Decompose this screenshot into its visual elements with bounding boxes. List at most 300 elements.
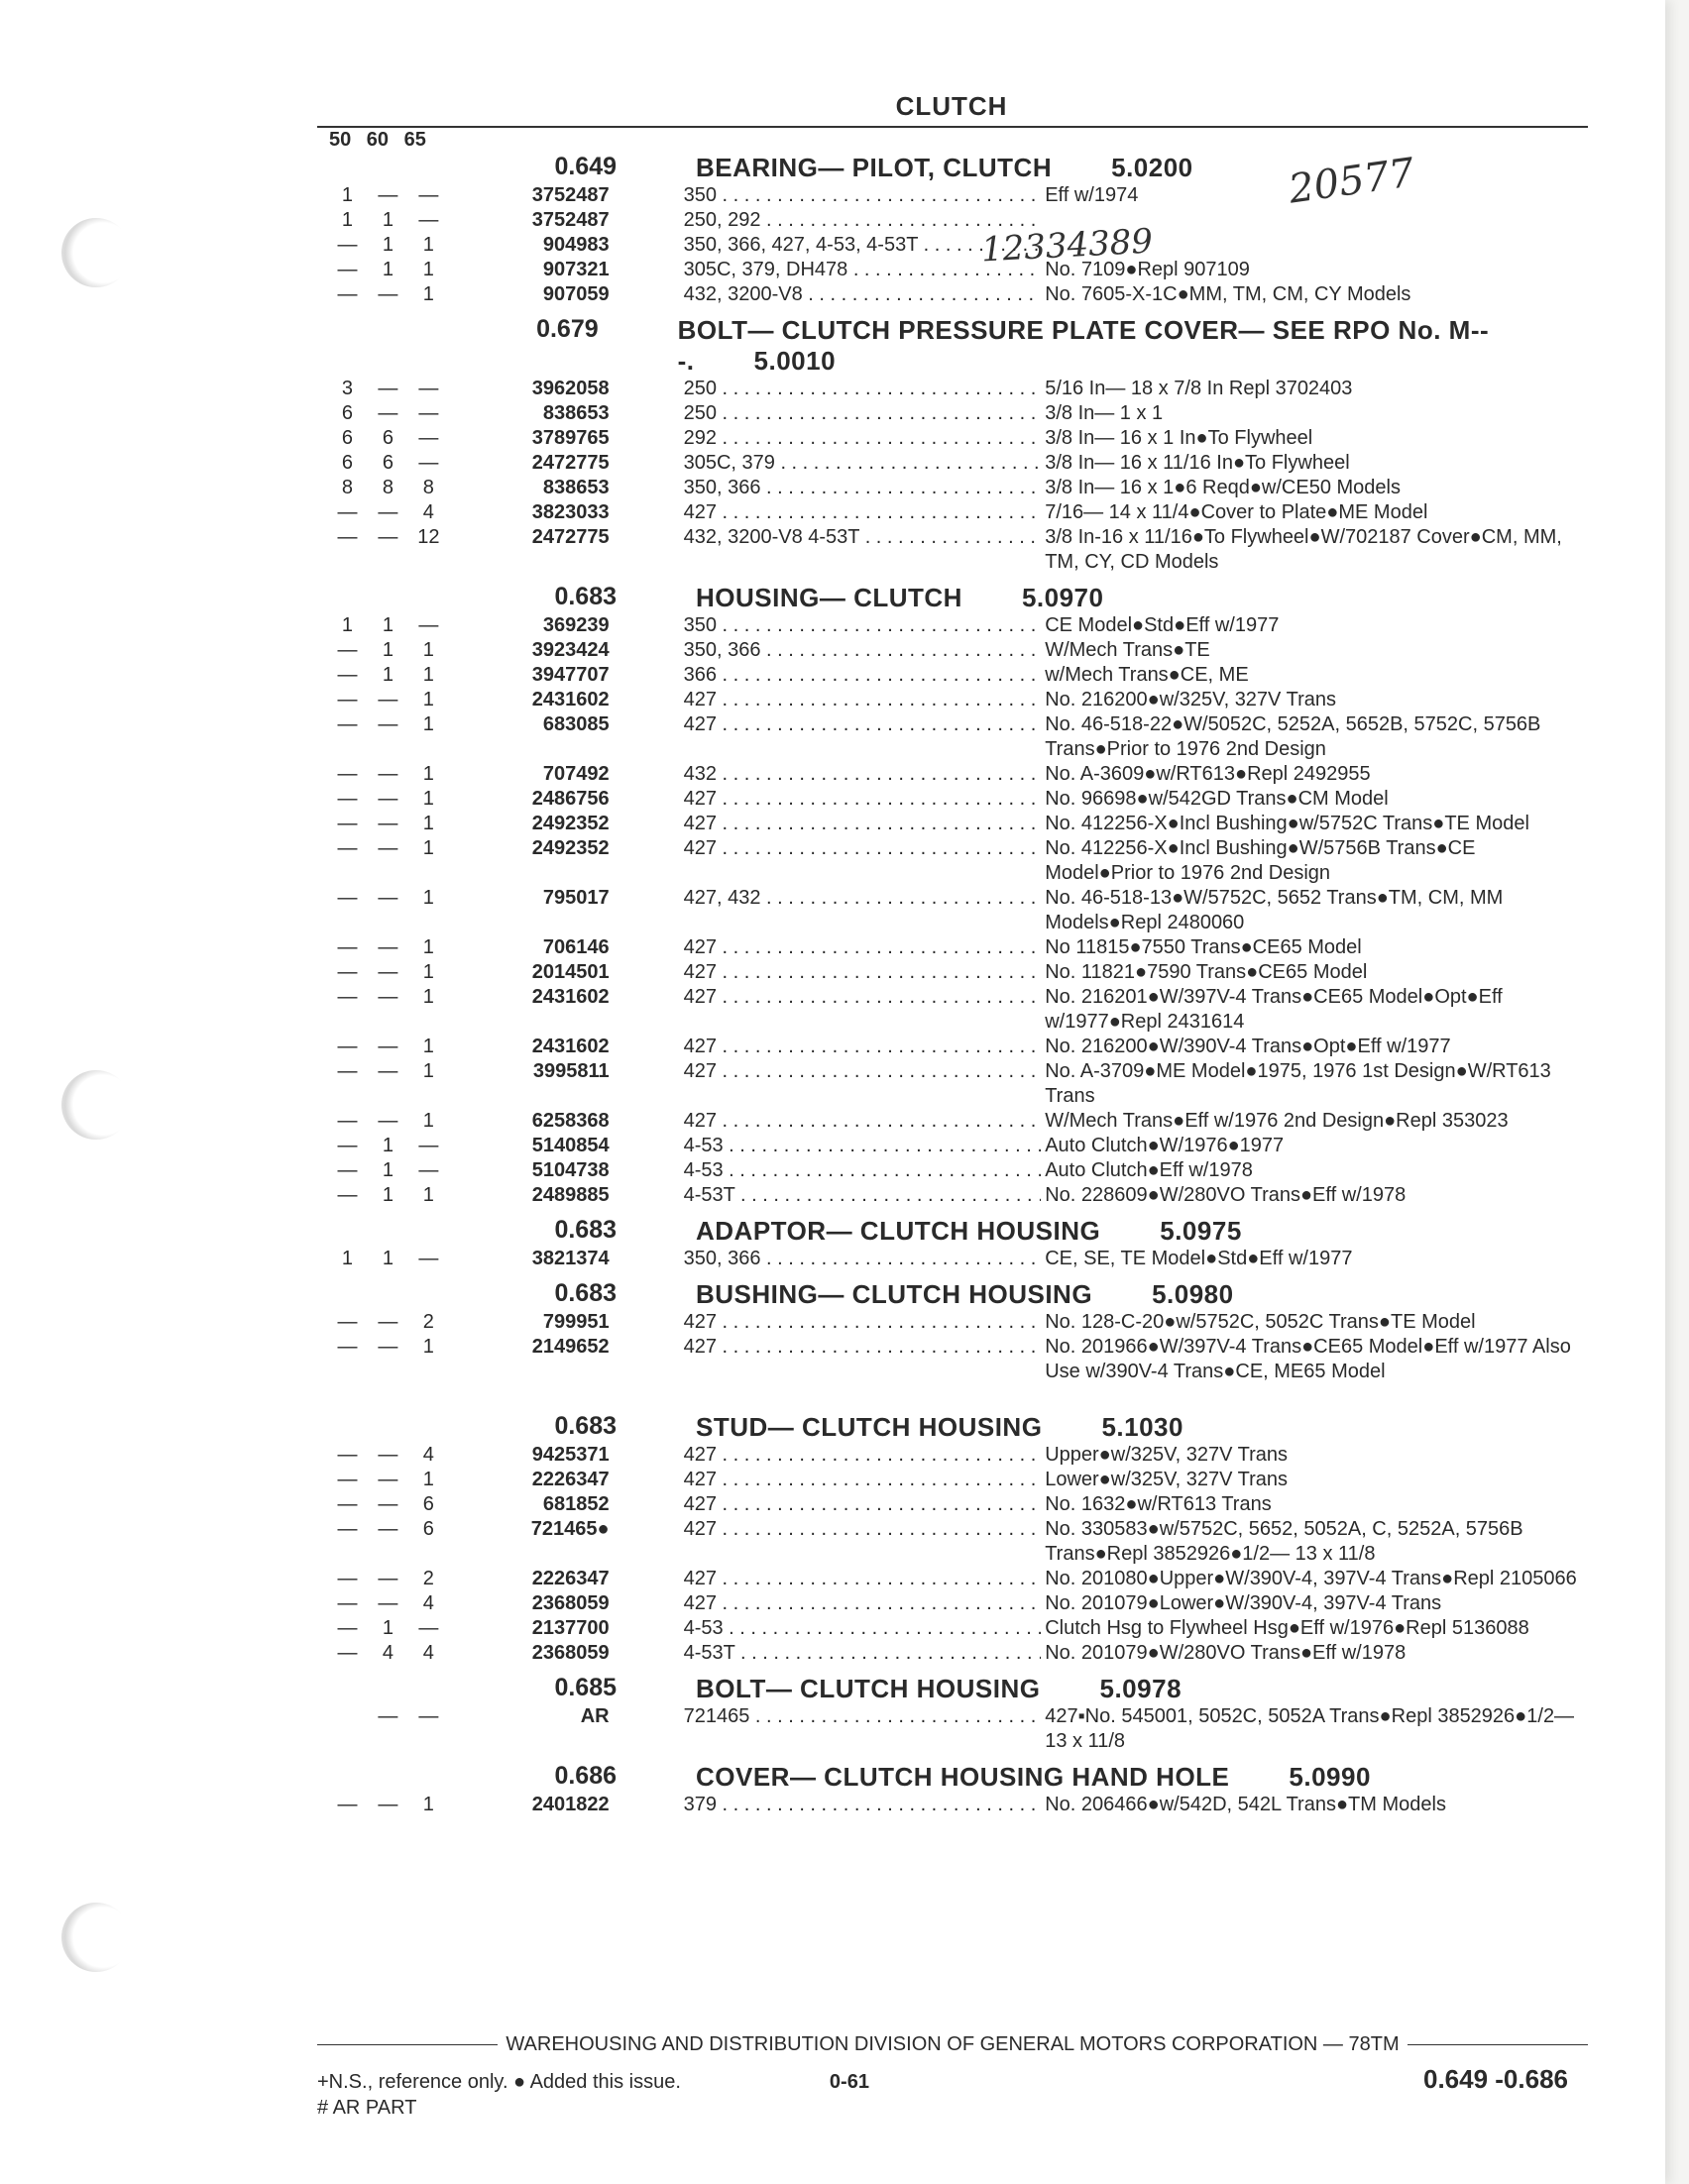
application: 427 . . . — [684, 960, 1042, 985]
description: No. 128-C-20●w/5752C, 5052C Trans●TE Model — [1045, 1311, 1476, 1333]
section-header — [327, 583, 1586, 613]
qty-65: 1 — [422, 986, 434, 1008]
qty-65: 1 — [422, 961, 434, 983]
part-number: 369239 — [542, 614, 610, 636]
part-number: 2226347 — [531, 1568, 610, 1589]
section-ref: 5.0970 — [1021, 583, 1104, 612]
table-row — [327, 985, 1586, 1035]
application: 427 . . . — [684, 812, 1042, 836]
qty-50: 6 — [341, 452, 354, 474]
part-number: 681852 — [542, 1493, 610, 1515]
table-row — [327, 1616, 1586, 1641]
part-number: 2431602 — [531, 986, 610, 1008]
table-row — [327, 525, 1586, 575]
qty-60: 8 — [382, 477, 394, 498]
application: 350, 366 . . . — [684, 638, 1042, 663]
qty-50: 6 — [341, 427, 354, 449]
description: No. 201966●W/397V-4 Trans●CE65 Model●Eff w/1977 Also Use w/390V-4 Trans●CE, ME65 Model — [1045, 1336, 1571, 1382]
qty-65: 1 — [422, 1184, 434, 1206]
table-row — [327, 1035, 1586, 1059]
section-title-text: BUSHING— CLUTCH HOUSING — [696, 1279, 1093, 1309]
qty-60: 1 — [382, 1135, 394, 1156]
section-ref: 5.0980 — [1152, 1279, 1234, 1309]
application: 250 . . . — [684, 377, 1042, 401]
section-title — [696, 1216, 1242, 1247]
part-number: 2137700 — [531, 1617, 610, 1639]
part-number: 5140854 — [531, 1135, 610, 1156]
description: Clutch Hsg to Flywheel Hsg●Eff w/1976●Repl 5136088 — [1045, 1617, 1529, 1639]
qty-60: — — [378, 1493, 398, 1515]
qty-50: — — [337, 1184, 358, 1206]
qty-60: — — [378, 837, 398, 859]
qty-65: — — [418, 402, 439, 424]
table-row — [327, 1158, 1586, 1183]
qty-65: 2 — [422, 1568, 434, 1589]
qty-50: — — [337, 1110, 358, 1132]
qty-50: — — [337, 813, 358, 834]
section-title — [696, 1674, 1182, 1704]
description: 3/8 In— 16 x 1●6 Reqd●w/CE50 Models — [1045, 477, 1401, 498]
application: 427 . . . — [684, 935, 1042, 960]
handwritten-note: 12334389 — [980, 221, 1154, 271]
section-ref: 5.0975 — [1160, 1216, 1242, 1246]
qty-65: 1 — [422, 259, 434, 280]
qty-60: 1 — [382, 639, 394, 661]
description: No. A-3709●ME Model●1975, 1976 1st Design●W/RT613 Trans — [1045, 1060, 1551, 1107]
part-number: 707492 — [542, 763, 610, 785]
qty-60: — — [378, 887, 398, 909]
application: 350, 366 . . . — [684, 476, 1042, 500]
table-row — [327, 258, 1586, 282]
qty-65: — — [418, 1159, 439, 1181]
qty-50: — — [337, 689, 358, 710]
description: Upper●w/325V, 327V Trans — [1045, 1444, 1289, 1466]
qty-50: — — [337, 234, 358, 256]
application: 4-53 . . . — [684, 1134, 1042, 1158]
application: 350, 366 . . . — [684, 1247, 1042, 1271]
part-number: 904983 — [542, 234, 610, 256]
section-title-text: HOUSING— CLUTCH — [696, 583, 962, 612]
application: 432, 3200-V8 . . . — [684, 282, 1042, 307]
part-number: 721465● — [530, 1518, 610, 1540]
description: No. 46-518-13●W/5752C, 5652 Trans●TM, CM, MM Models●Repl 2480060 — [1045, 887, 1504, 933]
section-header — [327, 1216, 1586, 1247]
description: No 11815●7550 Trans●CE65 Model — [1045, 936, 1362, 958]
qty-50: — — [337, 501, 358, 523]
section-header — [327, 153, 1586, 183]
description: 427▪No. 545001, 5052C, 5052A Trans●Repl 3852926●1/2— 13 x 11/8 — [1045, 1705, 1575, 1752]
qty-60: — — [378, 378, 398, 399]
binder-hole — [61, 1903, 131, 1972]
qty-60: — — [378, 961, 398, 983]
part-number: 3789765 — [531, 427, 610, 449]
description: W/Mech Trans●TE — [1045, 639, 1210, 661]
qty-50: — — [337, 1444, 358, 1466]
table-row — [327, 836, 1586, 886]
section-title — [678, 315, 1586, 377]
part-number: 2492352 — [531, 813, 610, 834]
qty-65: — — [418, 378, 439, 399]
table-row — [327, 476, 1586, 500]
application: 350 . . . — [684, 183, 1042, 208]
qty-50: — — [337, 526, 358, 548]
qty-65: 1 — [422, 639, 434, 661]
table-row — [327, 1492, 1586, 1517]
section-header — [327, 1412, 1586, 1443]
qty-50: 3 — [341, 378, 354, 399]
part-number: 9425371 — [531, 1444, 610, 1466]
qty-50: 6 — [341, 402, 354, 424]
qty-60: 1 — [382, 259, 394, 280]
description: 3/8 In— 1 x 1 — [1045, 402, 1164, 424]
description: 3/8 In— 16 x 1 In●To Flywheel — [1045, 427, 1313, 449]
description: No. 201079●W/280VO Trans●Eff w/1978 — [1045, 1642, 1407, 1664]
qty-50: — — [337, 763, 358, 785]
qty-65: 1 — [422, 1336, 434, 1358]
description: 5/16 In— 18 x 7/8 In Repl 3702403 — [1045, 378, 1353, 399]
footer-rule — [1408, 2044, 1588, 2045]
table-row — [327, 935, 1586, 960]
application: 432, 3200-V8 4-53T . . . — [684, 525, 1042, 550]
division-name: WAREHOUSING AND DISTRIBUTION DIVISION OF GENERAL MOTORS CORPORATION — 78TM — [506, 2033, 1400, 2055]
table-row — [327, 1247, 1586, 1271]
table-row — [327, 233, 1586, 258]
table-row — [327, 377, 1586, 401]
description: W/Mech Trans●Eff w/1976 2nd Design●Repl 353023 — [1045, 1110, 1509, 1132]
section-ref: 5.0200 — [1111, 153, 1193, 182]
description: 3/8 In— 16 x 11/16 In●To Flywheel — [1045, 452, 1350, 474]
qty-65: 1 — [422, 936, 434, 958]
section-ref: 5.1030 — [1101, 1412, 1183, 1442]
qty-50: 1 — [341, 184, 354, 206]
qty-50: — — [337, 887, 358, 909]
qty-60: — — [378, 713, 398, 735]
application: 427 . . . — [684, 1492, 1042, 1517]
qty-65: 1 — [422, 1794, 434, 1815]
table-row — [327, 663, 1586, 688]
qty-60: 1 — [382, 1159, 394, 1181]
qty-60: 4 — [382, 1642, 394, 1664]
application: 427 . . . — [684, 1335, 1042, 1360]
section-title-text: BOLT— CLUTCH HOUSING — [696, 1674, 1041, 1703]
qty-50: — — [337, 986, 358, 1008]
application: 427, 432 . . . — [684, 886, 1042, 911]
part-number: 3962058 — [531, 378, 610, 399]
description: Auto Clutch●Eff w/1978 — [1045, 1159, 1253, 1181]
section-code: 0.649 — [554, 153, 617, 180]
qty-60: — — [378, 689, 398, 710]
section-header — [327, 1674, 1586, 1704]
qty-60: 1 — [382, 209, 394, 231]
qty-60: — — [378, 763, 398, 785]
parts-list — [327, 153, 1586, 1817]
table-row — [327, 787, 1586, 812]
table-row — [327, 401, 1586, 426]
qty-60: — — [378, 526, 398, 548]
part-number: 838653 — [542, 402, 610, 424]
section-ref: 5.0978 — [1099, 1674, 1182, 1703]
qty-65: 12 — [417, 526, 440, 548]
part-number: 795017 — [542, 887, 610, 909]
table-row — [327, 183, 1586, 208]
qty-65: 1 — [422, 689, 434, 710]
footer-notes: +N.S., reference only. ● Added this issue. — [317, 2071, 681, 2093]
section-title — [696, 583, 1103, 613]
qty-60: — — [378, 986, 398, 1008]
qty-50: — — [337, 1159, 358, 1181]
application: 305C, 379, DH478 . . . — [684, 258, 1042, 282]
section-title-text: STUD— CLUTCH HOUSING — [696, 1412, 1043, 1442]
qty-65: 1 — [422, 664, 434, 686]
qty-50: — — [337, 936, 358, 958]
part-number: 2472775 — [531, 526, 610, 548]
binder-hole — [61, 1070, 131, 1140]
qty-50: — — [337, 1568, 358, 1589]
section-title — [696, 1279, 1234, 1310]
section-header — [327, 315, 1586, 377]
table-row — [327, 500, 1586, 525]
description: No. 201080●Upper●W/390V-4, 397V-4 Trans●Repl 2105066 — [1045, 1568, 1577, 1589]
description: Eff w/1974 — [1045, 184, 1139, 206]
application: 427 . . . — [684, 500, 1042, 525]
section-title — [696, 1762, 1371, 1793]
table-row — [327, 1641, 1586, 1666]
page-number: 0-61 — [829, 2071, 869, 2093]
description: No. 216200●w/325V, 327V Trans — [1045, 689, 1336, 710]
table-row — [327, 451, 1586, 476]
qty-50: — — [337, 1060, 358, 1082]
qty-65: — — [418, 1135, 439, 1156]
qty-50: — — [337, 1469, 358, 1490]
application: 250 . . . — [684, 401, 1042, 426]
qty-65: 1 — [422, 887, 434, 909]
qty-50: — — [337, 1592, 358, 1614]
part-number: 5104738 — [531, 1159, 610, 1181]
table-row — [327, 1335, 1586, 1384]
description: w/Mech Trans●CE, ME — [1045, 664, 1249, 686]
qty-50: — — [337, 713, 358, 735]
qty-65: 1 — [422, 837, 434, 859]
table-row — [327, 1310, 1586, 1335]
application: 250, 292 . . . — [684, 208, 1042, 233]
model-columns-header: 50 60 65 — [329, 129, 426, 151]
application: 427 . . . — [684, 1443, 1042, 1468]
application: 427 . . . — [684, 688, 1042, 712]
part-number: 907321 — [542, 259, 610, 280]
part-number: 3947707 — [531, 664, 610, 686]
application: 427 . . . — [684, 836, 1042, 861]
qty-60: — — [378, 1469, 398, 1490]
qty-60: — — [378, 1311, 398, 1333]
table-row — [327, 208, 1586, 233]
description: No. 96698●w/542GD Trans●CM Model — [1045, 788, 1389, 810]
page-footer — [317, 2033, 1588, 2120]
table-row — [327, 1134, 1586, 1158]
part-number: 2368059 — [531, 1592, 610, 1614]
table-row — [327, 712, 1586, 762]
qty-50: — — [337, 1794, 358, 1815]
part-number: 2368059 — [531, 1642, 610, 1664]
application: 427 . . . — [684, 1567, 1042, 1591]
qty-60: 1 — [382, 614, 394, 636]
application: 427 . . . — [684, 1035, 1042, 1059]
part-number: 2226347 — [531, 1469, 610, 1490]
application: 432 . . . — [684, 762, 1042, 787]
application: 379 . . . — [684, 1793, 1042, 1817]
qty-65: 4 — [422, 1642, 434, 1664]
qty-65: 4 — [422, 1592, 434, 1614]
section-header — [327, 1279, 1586, 1310]
description: Auto Clutch●W/1976●1977 — [1045, 1135, 1285, 1156]
application: 4-53 . . . — [684, 1616, 1042, 1641]
application: 350 . . . — [684, 613, 1042, 638]
table-row — [327, 1567, 1586, 1591]
qty-60: — — [378, 1444, 398, 1466]
description: No. 206466●w/542D, 542L Trans●TM Models — [1045, 1794, 1446, 1815]
section-code: 0.683 — [554, 1412, 617, 1440]
part-number: 2014501 — [531, 961, 610, 983]
qty-50: — — [337, 1135, 358, 1156]
qty-60: 1 — [382, 1248, 394, 1269]
part-number: 3752487 — [531, 184, 610, 206]
table-row — [327, 1468, 1586, 1492]
qty-65: 1 — [422, 1060, 434, 1082]
qty-60: 1 — [382, 664, 394, 686]
qty-50: — — [337, 1036, 358, 1057]
section-ref: 5.0010 — [753, 346, 837, 376]
section-title — [696, 153, 1193, 183]
qty-65: 1 — [422, 713, 434, 735]
section-code: 0.683 — [554, 1216, 617, 1244]
application: 427 . . . — [684, 1310, 1042, 1335]
qty-60: — — [378, 788, 398, 810]
qty-60: — — [378, 1705, 398, 1727]
qty-60: — — [378, 1568, 398, 1589]
section-header — [327, 1762, 1586, 1793]
description: No. 216201●W/397V-4 Trans●CE65 Model●Opt●Eff w/1977●Repl 2431614 — [1045, 986, 1503, 1033]
qty-65: 4 — [422, 501, 434, 523]
qty-60: — — [378, 1592, 398, 1614]
qty-60: — — [378, 501, 398, 523]
qty-50: — — [337, 639, 358, 661]
qty-60: — — [378, 1036, 398, 1057]
description: No. 330583●w/5752C, 5652, 5052A, C, 5252A, 5756B Trans●Repl 3852926●1/2— 13 x 11/8 — [1045, 1518, 1523, 1565]
application: 427 . . . — [684, 1109, 1042, 1134]
table-row — [327, 1183, 1586, 1208]
application: 305C, 379 . . . — [684, 451, 1042, 476]
application: 427 . . . — [684, 1468, 1042, 1492]
qty-60: — — [378, 1060, 398, 1082]
qty-65: 6 — [422, 1518, 434, 1540]
qty-65: 1 — [422, 1036, 434, 1057]
part-number: 3995811 — [532, 1060, 610, 1082]
description: CE, SE, TE Model●Std●Eff w/1977 — [1045, 1248, 1353, 1269]
footer-rule — [317, 2044, 498, 2045]
page-range: 0.649 -0.686 — [1422, 2064, 1568, 2094]
description: No. 216200●W/390V-4 Trans●Opt●Eff w/1977 — [1045, 1036, 1451, 1057]
qty-60: — — [378, 1518, 398, 1540]
part-number: 2431602 — [531, 689, 610, 710]
qty-65: — — [418, 427, 439, 449]
qty-65: — — [418, 1617, 439, 1639]
description: 3/8 In-16 x 11/16●To Flywheel●W/702187 Cover●CM, MM, TM, CY, CD Models — [1045, 526, 1562, 573]
qty-60: 6 — [382, 452, 394, 474]
qty-50: 1 — [341, 1248, 354, 1269]
qty-60: — — [378, 283, 398, 305]
description: No. 228609●W/280VO Trans●Eff w/1978 — [1045, 1184, 1407, 1206]
part-number: 2401822 — [531, 1794, 610, 1815]
part-number: 3823033 — [531, 501, 610, 523]
qty-60: — — [378, 184, 398, 206]
part-number: AR — [580, 1705, 610, 1727]
table-row — [327, 638, 1586, 663]
qty-50: — — [337, 1311, 358, 1333]
qty-65: 4 — [422, 1444, 434, 1466]
page-title: CLUTCH — [895, 91, 1008, 121]
description: No. 201079●Lower●W/390V-4, 397V-4 Trans — [1045, 1592, 1442, 1614]
part-number: 3752487 — [531, 209, 610, 231]
part-number: 2489885 — [531, 1184, 610, 1206]
qty-65: 2 — [422, 1311, 434, 1333]
qty-50: — — [337, 837, 358, 859]
qty-50: — — [337, 1336, 358, 1358]
table-row — [327, 960, 1586, 985]
application: 721465 . . . — [684, 1704, 1042, 1729]
table-row — [327, 282, 1586, 307]
binder-hole — [61, 218, 131, 287]
table-row — [327, 762, 1586, 787]
part-number: 799951 — [542, 1311, 610, 1333]
description: No. 11821●7590 Trans●CE65 Model — [1045, 961, 1368, 983]
qty-65: 1 — [422, 1110, 434, 1132]
qty-65: — — [418, 209, 439, 231]
application: 4-53T . . . — [684, 1183, 1042, 1208]
section-title-text: BEARING— PILOT, CLUTCH — [696, 153, 1053, 182]
qty-60: 1 — [382, 1184, 394, 1206]
table-row — [327, 1591, 1586, 1616]
qty-60: 6 — [382, 427, 394, 449]
qty-60: — — [378, 936, 398, 958]
qty-60: — — [378, 813, 398, 834]
part-number: 3923424 — [531, 639, 610, 661]
table-row — [327, 613, 1586, 638]
qty-50: — — [337, 1493, 358, 1515]
ar-note: # AR PART — [317, 2097, 417, 2119]
qty-65: 1 — [422, 788, 434, 810]
section-code: 0.685 — [554, 1674, 617, 1701]
part-number: 907059 — [542, 283, 610, 305]
qty-65: 1 — [422, 763, 434, 785]
application: 427 . . . — [684, 787, 1042, 812]
application: 427 . . . — [684, 1059, 1042, 1084]
qty-50: — — [337, 259, 358, 280]
description: CE Model●Std●Eff w/1977 — [1045, 614, 1280, 636]
qty-60: — — [378, 1794, 398, 1815]
part-number: 838653 — [542, 477, 610, 498]
description: 7/16— 14 x 11/4●Cover to Plate●ME Model — [1045, 501, 1428, 523]
section-code: 0.686 — [554, 1762, 617, 1790]
description: No. 46-518-22●W/5052C, 5252A, 5652B, 5752C, 5756B Trans●Prior to 1976 2nd Design — [1045, 713, 1541, 760]
application: 427 . . . — [684, 712, 1042, 737]
table-row — [327, 1443, 1586, 1468]
qty-60: 1 — [382, 1617, 394, 1639]
part-number: 2472775 — [531, 452, 610, 474]
qty-50: — — [337, 1642, 358, 1664]
qty-50: — — [337, 664, 358, 686]
table-row — [327, 1109, 1586, 1134]
qty-65: 8 — [422, 477, 434, 498]
description: Lower●w/325V, 327V Trans — [1045, 1469, 1289, 1490]
